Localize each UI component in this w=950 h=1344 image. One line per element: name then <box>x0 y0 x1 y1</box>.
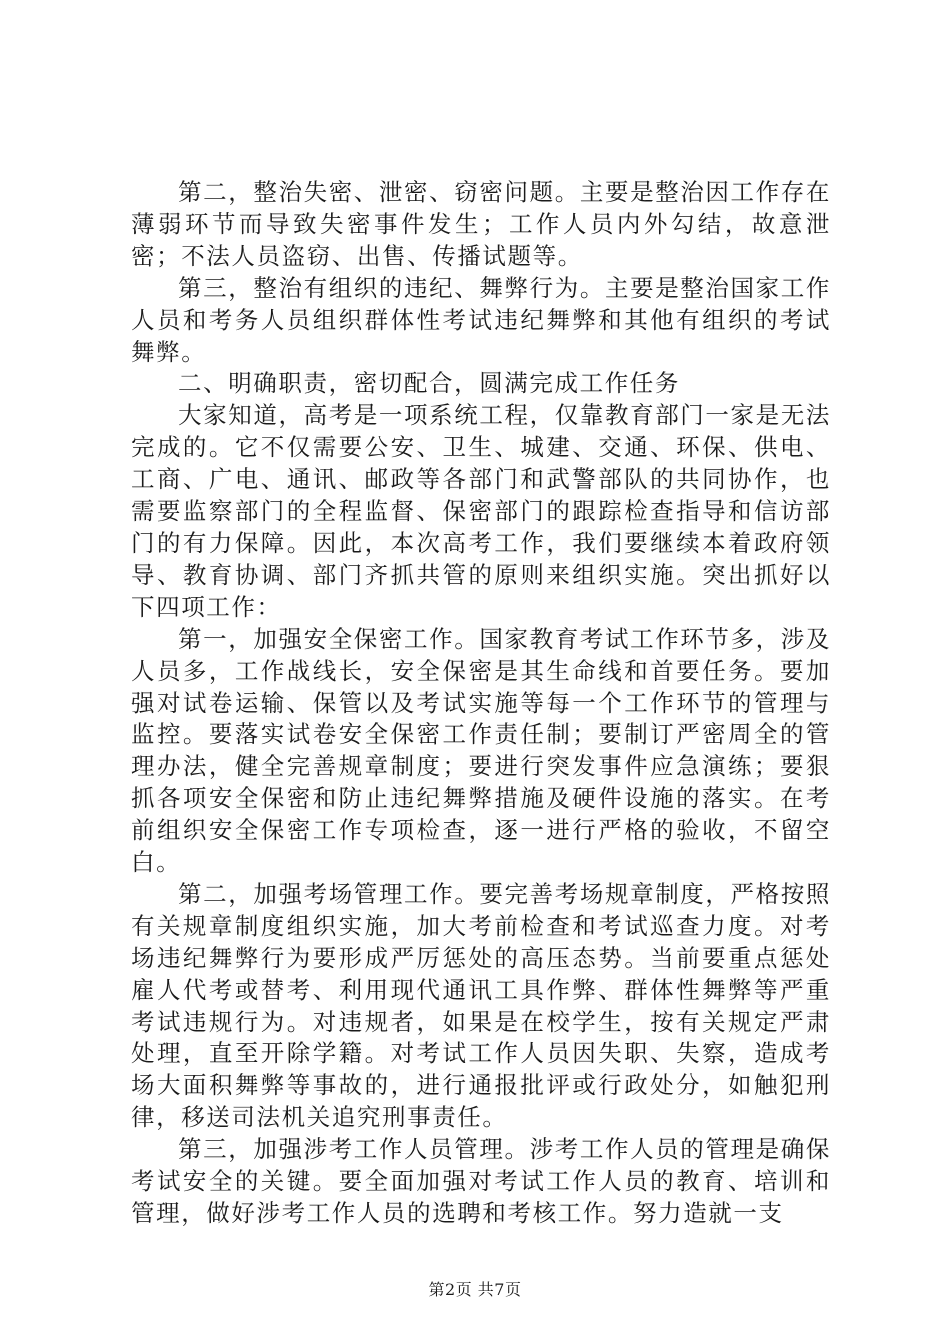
paragraph: 第三，加强涉考工作人员管理。涉考工作人员的管理是确保考试安全的关键。要全面加强对考试工作人员的教育、培训和管理，做好涉考工作人员的选聘和考核工作。努力造就一支 <box>131 1135 831 1227</box>
document-body <box>131 177 831 1230</box>
paragraph: 第三，整治有组织的违纪、舞弊行为。主要是整治国家工作人员和考务人员组织群体性考试违纪舞弊和其他有组织的考试舞弊。 <box>131 273 831 366</box>
paragraph: 第二，整治失密、泄密、窃密问题。主要是整治因工作存在薄弱环节而导致失密事件发生；工作人员内外勾结，故意泄密；不法人员盗窃、出售、传播试题等。 <box>131 178 831 270</box>
paragraph: 大家知道，高考是一项系统工程，仅靠教育部门一家是无法完成的。它不仅需要公安、卫生、城建、交通、环保、供电、工商、广电、通讯、邮政等各部门和武警部队的共同协作，也需要监察部门的全程监督、保密部门的跟踪检查指导和信访部门的有力保障。因此，本次高考工作，我们要继续本着政府领导、教育协调、部门齐抓共管的原则来组织实施。突出抓好以下四项工作： <box>131 401 831 621</box>
section-heading: 二、明确职责，密切配合，圆满完成工作任务 <box>178 369 680 398</box>
paragraph: 第二，加强考场管理工作。要完善考场规章制度，严格按照有关规章制度组织实施，加大考前检查和考试巡查力度。对考场违纪舞弊行为要形成严厉惩处的高压态势。当前要重点惩处雇人代考或替考、利用现代通讯工具作弊、群体性舞弊等严重考试违规行为。对违规者，如果是在校学生，按有关规定严肃处理，直至开除学籍。对考试工作人员因失职、失察，造成考场大面积舞弊等事故的，进行通报批评或行政处分，如触犯刑律，移送司法机关追究刑事责任。 <box>131 879 831 1132</box>
page-footer: 第2页 共7页 <box>428 1280 522 1299</box>
paragraph: 第一，加强安全保密工作。国家教育考试工作环节多，涉及人员多，工作战线长，安全保密是其生命线和首要任务。要加强对试卷运输、保管以及考试实施等每一个工作环节的管理与监控。要落实试卷安全保密工作责任制；要制订严密周全的管理办法，健全完善规章制度；要进行突发事件应急演练；要狠抓各项安全保密和防止违纪舞弊措施及硬件设施的落实。在考前组织安全保密工作专项检查，逐一进行严格的验收，不留空白。 <box>131 624 831 877</box>
